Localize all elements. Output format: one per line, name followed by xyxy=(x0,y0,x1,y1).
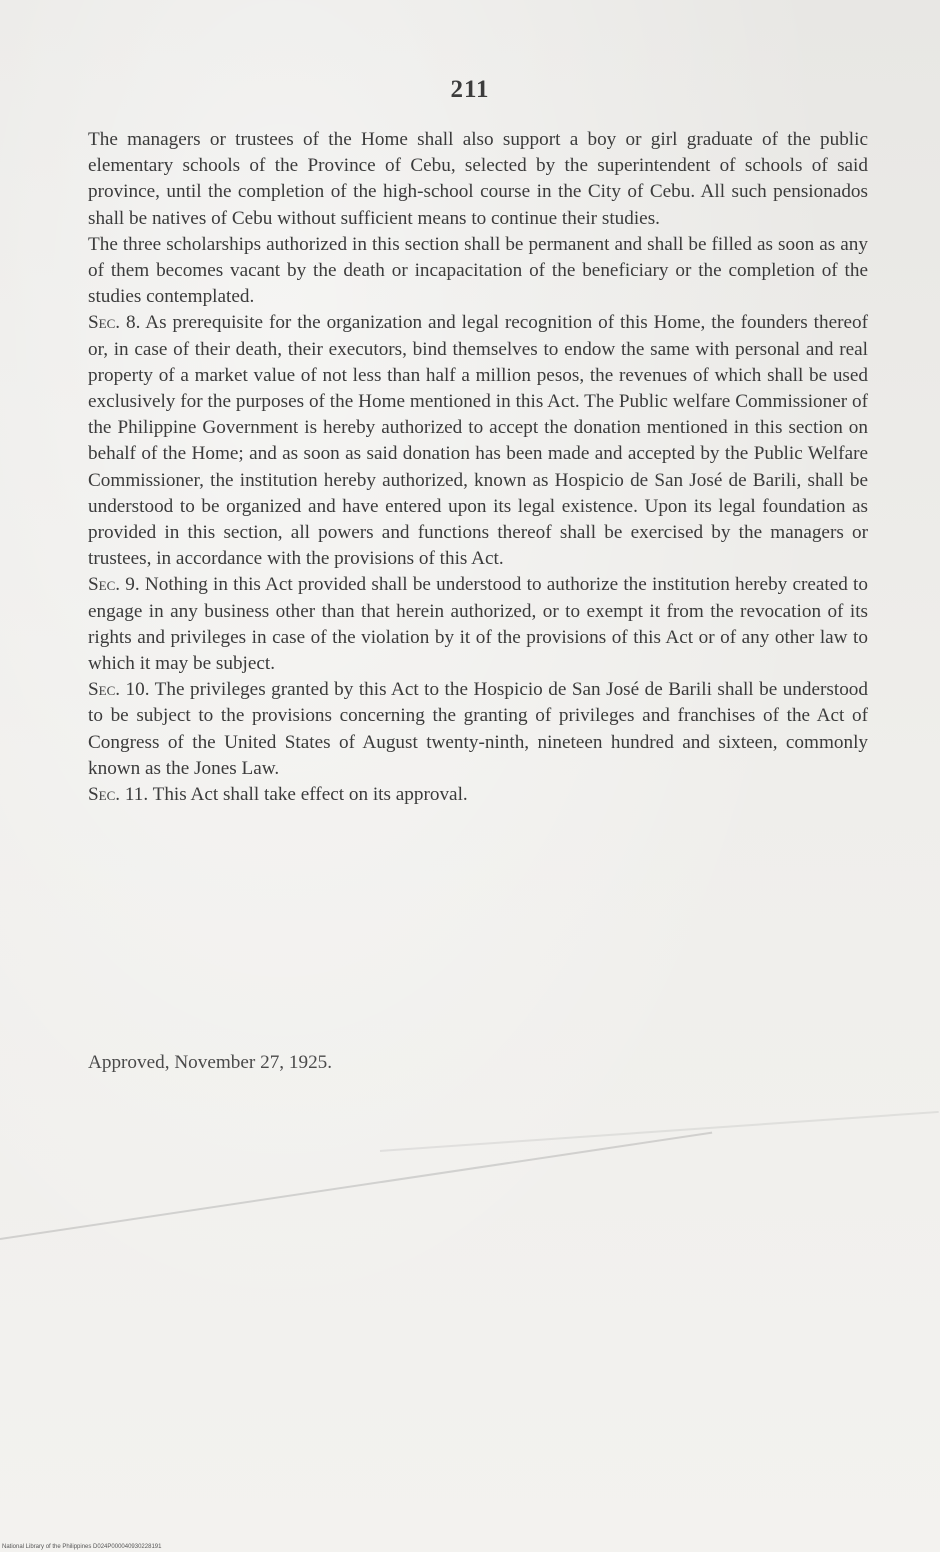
paragraph-sec-11 xyxy=(88,782,868,808)
paper-crease xyxy=(0,1132,712,1240)
footer-credit: National Library of the Philippines D024P000040930228191 xyxy=(2,1544,162,1550)
paragraph-text: As prerequisite for the organization and legal recognition of this Home, the founders thereof or, in case of their death, their executors, bind themselves to endow the same with personal and real property of a market value of not less than half a million pesos, the revenues of which shall be used exclusively for the purposes of the Home mentioned in this Act. The Public welfare Commissioner of the Philippine Government is hereby authorized to accept the donation mentioned in this section on behalf of the Home; and as soon as said donation has been made and accepted by the Public Welfare Commissioner, the institution hereby authorized, known as Hospicio de San José de Barili, shall be understood to be organized and have entered upon its legal existence. Upon its legal foundation as provided in this section, all powers and functions thereof shall be exercised by the managers or trustees, in accordance with the provisions of this Act. xyxy=(88,312,868,570)
page-number: 211 xyxy=(450,76,490,103)
paragraph-text: This Act shall take effect on its approval. xyxy=(148,784,468,806)
section-label: Sec. 11. xyxy=(88,784,149,806)
paragraph-text: The managers or trustees of the Home shall also support a boy or girl graduate of the public elementary schools of the Province of Cebu, selected by the superintendent of schools of said province, until the completion of the high-school course in the City of Cebu. All such pensionados shall be natives of Cebu without sufficient means to continue their studies. xyxy=(88,129,868,229)
section-label: Sec. 8. xyxy=(88,312,141,334)
paragraph-sec-8 xyxy=(88,310,868,572)
paragraph-sec-10 xyxy=(88,677,868,782)
paper-crease xyxy=(380,1111,939,1152)
body-text xyxy=(88,127,868,808)
section-label: Sec. 10. xyxy=(88,679,150,701)
paragraph-text: The privileges granted by this Act to the Hospicio de San José de Barili shall be understood to be subject to the provisions concerning the granting of privileges and franchises of the Act of Congress of the United States of August twenty-ninth, nineteen hundred and sixteen, commonly known as the Jones Law. xyxy=(88,679,868,779)
paragraph-sec-9 xyxy=(88,572,868,677)
approval-date: Approved, November 27, 1925. xyxy=(88,1052,333,1073)
paragraph-text: Nothing in this Act provided shall be understood to authorize the institution hereby created to engage in any business other than that herein authorized, or to exempt it from the revocation of its rights and privileges in case of the violation by it of the provisions of this Act or of any other law to which it may be subject. xyxy=(88,574,868,675)
paragraph-text: The three scholarships authorized in this section shall be permanent and shall be filled as soon as any of them becomes vacant by the death or incapacitation of the beneficiary or the completion of the studies contemplated. xyxy=(88,233,868,308)
paragraph-managers xyxy=(88,127,868,232)
paragraph-scholarships xyxy=(88,232,868,311)
section-label: Sec. 9. xyxy=(88,574,140,596)
